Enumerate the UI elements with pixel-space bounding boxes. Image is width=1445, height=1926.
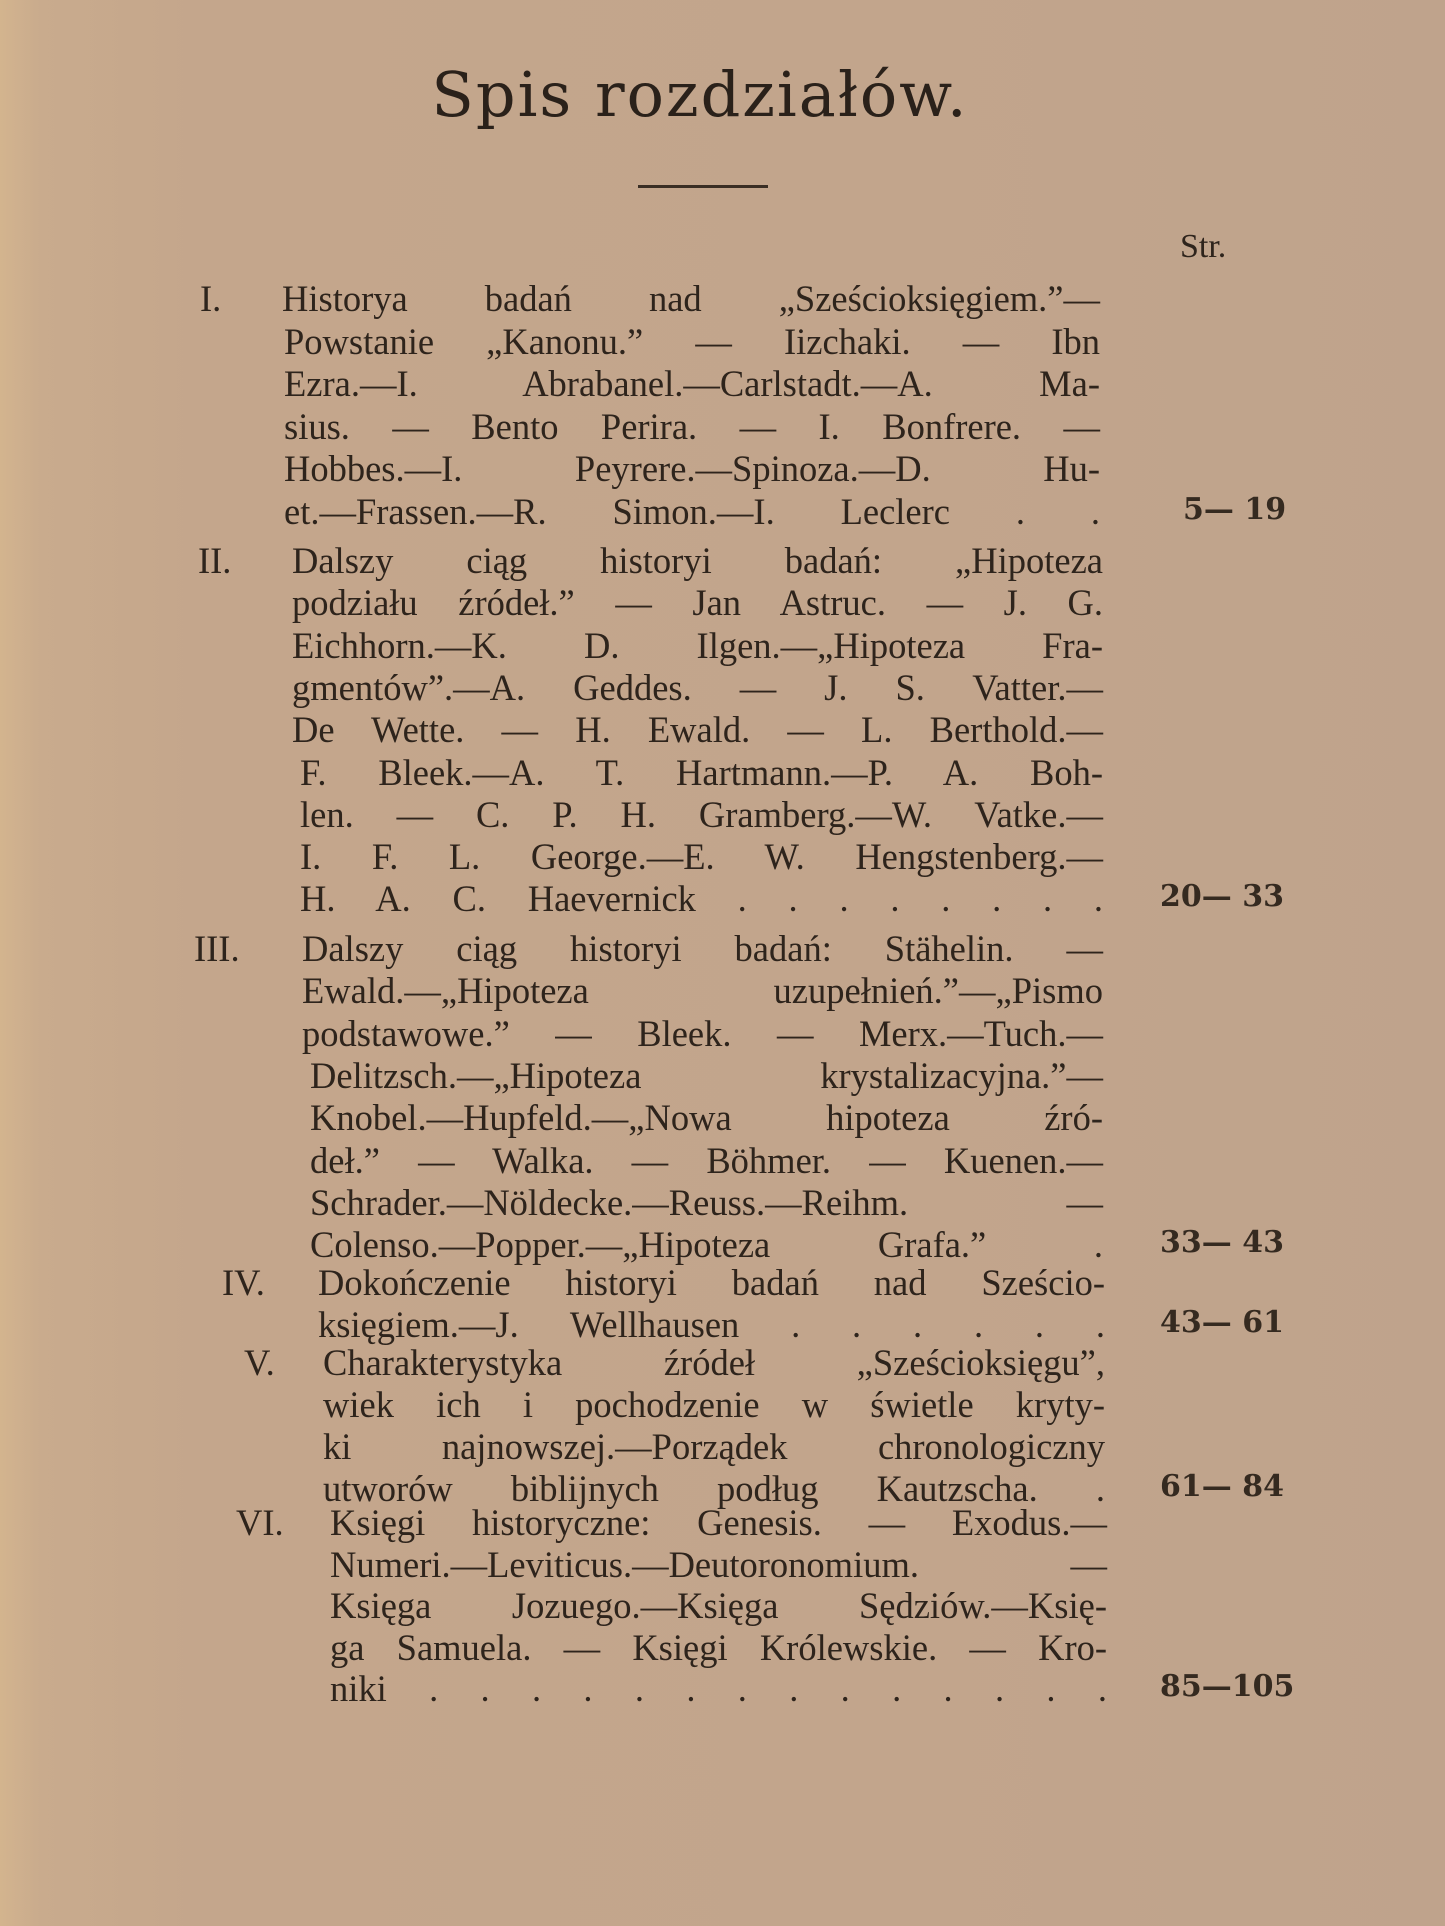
chapter-number: VI.	[236, 1502, 284, 1543]
chapter-pages: 5— 19	[1183, 491, 1287, 527]
chapter-line: Dalszy ciąg historyi badań: Stähelin. —	[302, 928, 1103, 969]
chapter-line: Eichhorn.—K. D. Ilgen.—„Hipoteza Fra-	[292, 624, 1103, 666]
chapter-line: utworów biblijnych podług Kautzscha. .	[323, 1468, 1105, 1509]
chapter-line: Księga Jozuego.—Księga Sędziów.—Księ-	[330, 1585, 1107, 1626]
chapter-line: De Wette. — H. Ewald. — L. Berthold.—	[292, 709, 1103, 751]
chapter-line: Historya badań nad „Sześcioksięgiem.”—	[282, 278, 1100, 319]
chapter-line: deł.” — Walka. — Böhmer. — Kuenen.—	[310, 1139, 1103, 1181]
chapter-line: F. Bleek.—A. T. Hartmann.—P. A. Boh-	[300, 751, 1103, 793]
chapter-line: ga Samuela. — Księgi Królewskie. — Kro-	[330, 1626, 1107, 1668]
chapter-number: IV.	[222, 1262, 265, 1303]
chapter-line: Colenso.—Popper.—„Hipoteza Grafa.” .	[310, 1224, 1103, 1266]
page-title: Spis rozdziałów.	[431, 58, 969, 131]
chapter-line: Powstanie „Kanonu.” — Iizchaki. — Ibn	[284, 320, 1100, 362]
chapter-line: wiek ich i pochodzenie w świetle kryty-	[323, 1384, 1105, 1425]
pages-column-header: Str.	[1180, 228, 1227, 265]
chapter-line: Knobel.—Hupfeld.—„Nowa hipoteza źró-	[310, 1097, 1103, 1139]
chapter-line: Księgi historyczne: Genesis. — Exodus.—	[330, 1502, 1107, 1543]
chapter-line: Hobbes.—I. Peyrere.—Spinoza.—D. Hu-	[284, 448, 1100, 489]
chapter-line: I. F. L. George.—E. W. Hengstenberg.—	[300, 836, 1103, 878]
chapter-pages: 33— 43	[1160, 1225, 1284, 1261]
chapter-pages: 20— 33	[1160, 879, 1284, 915]
chapter-line: Numeri.—Leviticus.—Deutoronomium. —	[330, 1543, 1107, 1585]
chapter-pages: 43— 61	[1160, 1305, 1284, 1340]
chapter-number: I.	[200, 278, 222, 319]
chapter-number: II.	[198, 540, 232, 581]
chapter-line: sius. — Bento Perira. — I. Bonfrere. —	[284, 405, 1100, 447]
chapter-line: H. A. C. Haevernick . . . . . . . .	[300, 878, 1103, 920]
chapter-line: Schrader.—Nöldecke.—Reuss.—Reihm. —	[310, 1181, 1103, 1223]
chapter-pages: 61— 84	[1160, 1469, 1284, 1504]
chapter-line: ki najnowszej.—Porządek chronologiczny	[323, 1426, 1105, 1467]
chapter-line: Dokończenie historyi badań nad Sześcio-	[318, 1262, 1105, 1303]
chapter-line: podstawowe.” — Bleek. — Merx.—Tuch.—	[302, 1012, 1103, 1054]
chapter-line: Ewald.—„Hipoteza uzupełnień.”—„Pismo	[302, 970, 1103, 1012]
chapter-line: księgiem.—J. Wellhausen . . . . . .	[318, 1304, 1105, 1345]
chapter-line: podziału źródeł.” — Jan Astruc. — J. G.	[292, 582, 1103, 624]
chapter-line: niki . . . . . . . . . . . . . .	[330, 1668, 1107, 1709]
chapter-number: III.	[194, 928, 240, 969]
chapter-line: Ezra.—I. Abrabanel.—Carlstadt.—A. Ma-	[284, 363, 1100, 404]
chapter-line: Delitzsch.—„Hipoteza krystalizacyjna.”—	[310, 1054, 1103, 1096]
chapter-line: len. — C. P. H. Gramberg.—W. Vatke.—	[300, 793, 1103, 835]
chapter-line: Dalszy ciąg historyi badań: „Hipoteza	[292, 540, 1103, 581]
chapter-line: et.—Frassen.—R. Simon.—I. Leclerc . .	[284, 490, 1100, 532]
chapter-pages: 85—105	[1160, 1669, 1295, 1704]
chapter-number: V.	[244, 1342, 275, 1383]
chapter-line: gmentów”.—A. Geddes. — J. S. Vatter.—	[292, 666, 1103, 708]
chapter-line: Charakterystyka źródeł „Sześcioksięgu”,	[323, 1342, 1105, 1383]
title-divider	[638, 185, 768, 188]
